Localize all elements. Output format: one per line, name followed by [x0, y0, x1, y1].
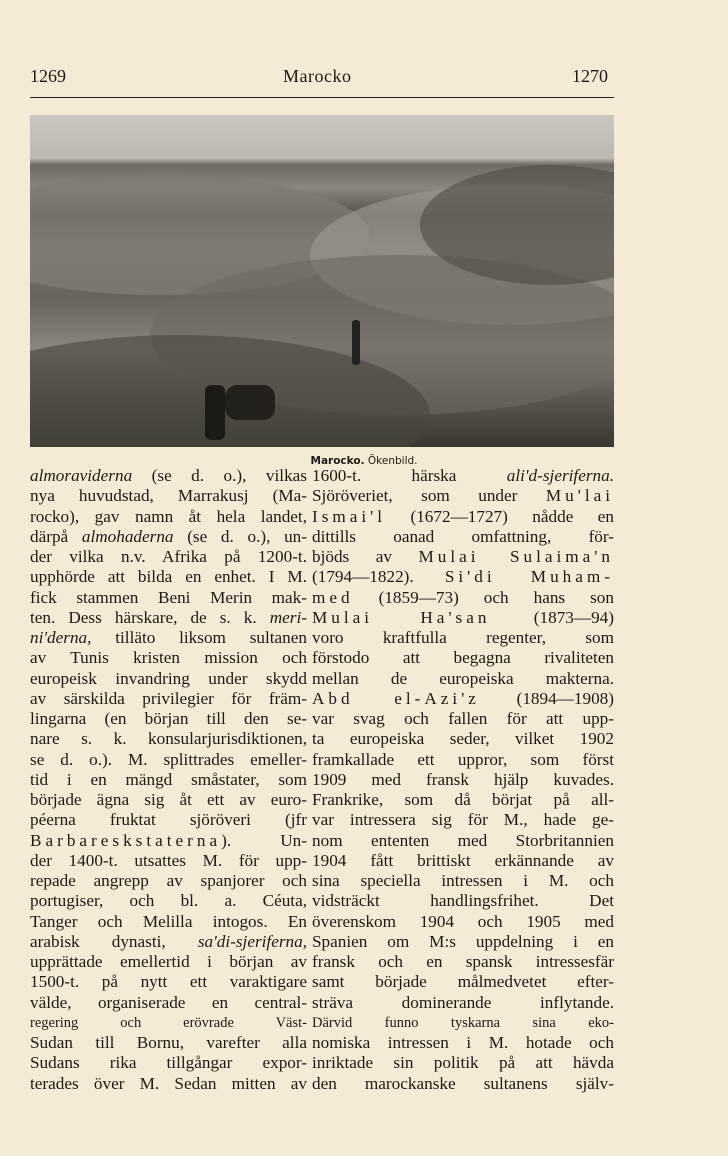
text-segment: samt började målmedvetet efter- [312, 972, 614, 992]
text-segment: sträva dominerande inflytande. [312, 992, 614, 1012]
text-segment: regering och erövrade Väst- [30, 1014, 307, 1031]
text-line [312, 567, 614, 587]
text-segment: repade angrepp av spanjorer och [30, 871, 307, 890]
text-line [30, 932, 307, 952]
text-segment: var intressera sig för M., hade ge- [312, 810, 614, 830]
text-segment: var svag och fallen för att upp- [312, 709, 614, 728]
text-segment: europeisk invandring under skydd [30, 668, 307, 688]
text-line [312, 709, 614, 729]
text-line [30, 507, 307, 527]
text-line [30, 770, 307, 790]
italic-term: ali'd-sjeriferna. [506, 466, 614, 485]
text-segment: fransk och en spansk intressesfär [312, 952, 614, 971]
text-line [30, 648, 307, 668]
text-segment: (1859—73) och hans son [353, 587, 614, 607]
text-segment: (1794—1822). [312, 567, 445, 587]
text-line [30, 871, 307, 891]
text-segment: der vilka n.v. Afrika på 1200-t. [30, 547, 307, 566]
text-line [312, 1033, 614, 1053]
text-line [312, 831, 614, 851]
text-line [30, 912, 307, 932]
text-segment: av Tunis kristen mission och [30, 648, 307, 668]
text-segment: Sjöröveriet, som under [312, 486, 546, 506]
text-line [30, 689, 307, 709]
text-line [30, 750, 307, 770]
spaced-name: Mu'lai [545, 486, 614, 506]
text-segment: (1873—94) [490, 607, 614, 627]
text-line [30, 810, 307, 830]
spaced-name: Mulai Ha'san [312, 607, 491, 627]
text-line [30, 527, 307, 547]
text-line [30, 1033, 307, 1053]
text-segment: välde, organiserade en central- [30, 992, 307, 1012]
text-segment: nom ententen med Storbritannien [312, 830, 614, 850]
text-line [312, 507, 614, 527]
italic-term: ni'derna, [30, 628, 92, 647]
italic-term: meri- [269, 607, 307, 627]
text-segment: nya huvudstad, Marrakusj (Ma- [30, 486, 307, 506]
text-segment: Spanien om M:s uppdelning i en [312, 931, 614, 951]
text-line [30, 891, 307, 911]
text-column-left [30, 466, 307, 1094]
text-segment: överenskom 1904 och 1905 med [312, 911, 614, 931]
text-segment: péerna fruktat sjöröveri (jfr [30, 810, 307, 830]
text-segment: inriktade sin politik på att hävda [312, 1053, 614, 1073]
text-segment: (1672—1727) nådde en [386, 506, 614, 526]
text-segment: portugiser, och bl. a. Céuta, [30, 891, 307, 911]
text-segment: 1909 med fransk hjälp kuvades. [312, 769, 614, 789]
text-line [312, 547, 614, 567]
text-line [312, 1013, 614, 1033]
text-line [312, 871, 614, 891]
text-line [312, 466, 614, 486]
text-line [312, 648, 614, 668]
text-segment: arabisk dynasti, [30, 931, 198, 951]
text-line [30, 669, 307, 689]
spaced-name: Abd el-Azi'z [312, 688, 480, 708]
text-line [30, 486, 307, 506]
text-line [312, 952, 614, 972]
text-line [312, 750, 614, 770]
text-line [312, 588, 614, 608]
text-segment: (1894—1908) [479, 688, 614, 708]
text-line [312, 851, 614, 871]
text-line [30, 567, 307, 587]
text-column-right [312, 466, 614, 1094]
text-segment: terades över M. Sedan mitten av [30, 1073, 307, 1093]
text-line [30, 993, 307, 1013]
text-line [312, 912, 614, 932]
text-segment: ). Un- [221, 830, 307, 850]
text-segment: voro kraftfulla regenter, som [312, 628, 614, 647]
text-line [30, 729, 307, 749]
text-segment: upprättade emellertid i början av [30, 952, 307, 971]
caption-text: Ökenbild. [367, 455, 418, 467]
spaced-name: Barbareskstaterna [30, 830, 222, 850]
header-rule [30, 97, 614, 98]
text-line [312, 810, 614, 830]
page-number-right: 1270 [572, 66, 608, 86]
text-segment: upphörde att bilda en enhet. I M. [30, 567, 307, 587]
text-segment: tid i en mängd småstater, som [30, 769, 307, 789]
text-line [312, 891, 614, 911]
text-segment: nare s. k. konsularjurisdiktionen, [30, 729, 307, 749]
spaced-name: med [312, 587, 354, 607]
text-line [30, 709, 307, 729]
text-line [30, 608, 307, 628]
text-line [312, 932, 614, 952]
text-line [30, 628, 307, 648]
text-line [312, 608, 614, 628]
text-segment: mellan de europeiska makterna. [312, 668, 614, 688]
text-segment: Sudans rika tillgångar expor- [30, 1053, 307, 1073]
text-segment: nomiska intressen i M. hotade och [312, 1033, 614, 1052]
italic-term: almohaderna [81, 526, 174, 546]
text-line [30, 972, 307, 992]
text-segment: (se d. o.), vilkas [132, 466, 307, 485]
text-segment: der 1400-t. utsattes M. för upp- [30, 850, 307, 870]
text-line [312, 689, 614, 709]
text-segment: förstodo att begagna rivaliteten [312, 648, 614, 668]
text-line [30, 851, 307, 871]
text-segment: av särskilda privilegier för främ- [30, 688, 307, 708]
page-title: Marocko [283, 66, 352, 86]
text-segment: Därvid funno tyskarna sina eko- [312, 1014, 614, 1031]
text-line [30, 952, 307, 972]
text-line [30, 831, 307, 851]
spaced-name: Mulai Sulaima'n [418, 547, 614, 566]
text-line [312, 729, 614, 749]
text-line [312, 486, 614, 506]
text-segment: började ägna sig åt ett av euro- [30, 790, 307, 809]
text-line [30, 790, 307, 810]
text-line [312, 628, 614, 648]
text-segment: lingarna (en början till den se- [30, 709, 307, 728]
text-segment: dittills oanad omfattning, för- [312, 526, 614, 546]
text-segment: rocko), gav namn åt hela landet, [30, 506, 307, 526]
desert-photo [30, 115, 614, 447]
text-line [30, 1013, 307, 1033]
text-segment: Sudan till Bornu, varefter alla [30, 1033, 307, 1052]
text-segment: (se d. o.), un- [173, 526, 307, 546]
text-segment: bjöds av [312, 547, 419, 566]
text-line [312, 770, 614, 790]
text-segment: fick stammen Beni Merin mak- [30, 587, 307, 607]
text-segment: därpå [30, 526, 82, 546]
italic-term: almoraviderna [30, 466, 133, 485]
text-segment: den marockanske sultanens själv- [312, 1073, 614, 1093]
text-line [30, 1074, 307, 1094]
text-segment: Frankrike, som då börjat på all- [312, 790, 614, 809]
spaced-name: Ismai'l [312, 506, 387, 526]
text-line [312, 1053, 614, 1073]
text-line [312, 790, 614, 810]
text-segment: Tanger och Melilla intogos. En [30, 911, 307, 931]
text-segment: 1500-t. på nytt ett varaktigare [30, 972, 307, 992]
text-segment: ten. Dess härskare, de s. k. [30, 607, 270, 627]
text-line [30, 1053, 307, 1073]
text-segment: 1904 fått brittiskt erkännande av [312, 850, 614, 870]
text-segment: 1600-t. härska [312, 466, 507, 485]
text-line [30, 588, 307, 608]
italic-term: sa'di-sjeriferna, [197, 931, 307, 951]
text-segment: tilläto liksom sultanen [91, 628, 307, 647]
caption-label: Marocko. [310, 455, 365, 467]
page-number-left: 1269 [30, 66, 66, 86]
text-segment: framkallade ett uppror, som först [312, 749, 614, 769]
text-segment: ta europeiska seder, vilket 1902 [312, 729, 614, 749]
text-segment: sina speciella intressen i M. och [312, 871, 614, 890]
text-line [30, 547, 307, 567]
text-line [312, 527, 614, 547]
text-segment: se d. o.). M. splittrades emeller- [30, 749, 307, 769]
text-segment: vidsträckt handlingsfrihet. Det [312, 891, 614, 911]
text-line [312, 993, 614, 1013]
text-line [312, 972, 614, 992]
text-line [312, 1074, 614, 1094]
spaced-name: Si'di Muham- [444, 567, 614, 587]
text-line [30, 466, 307, 486]
text-line [312, 669, 614, 689]
